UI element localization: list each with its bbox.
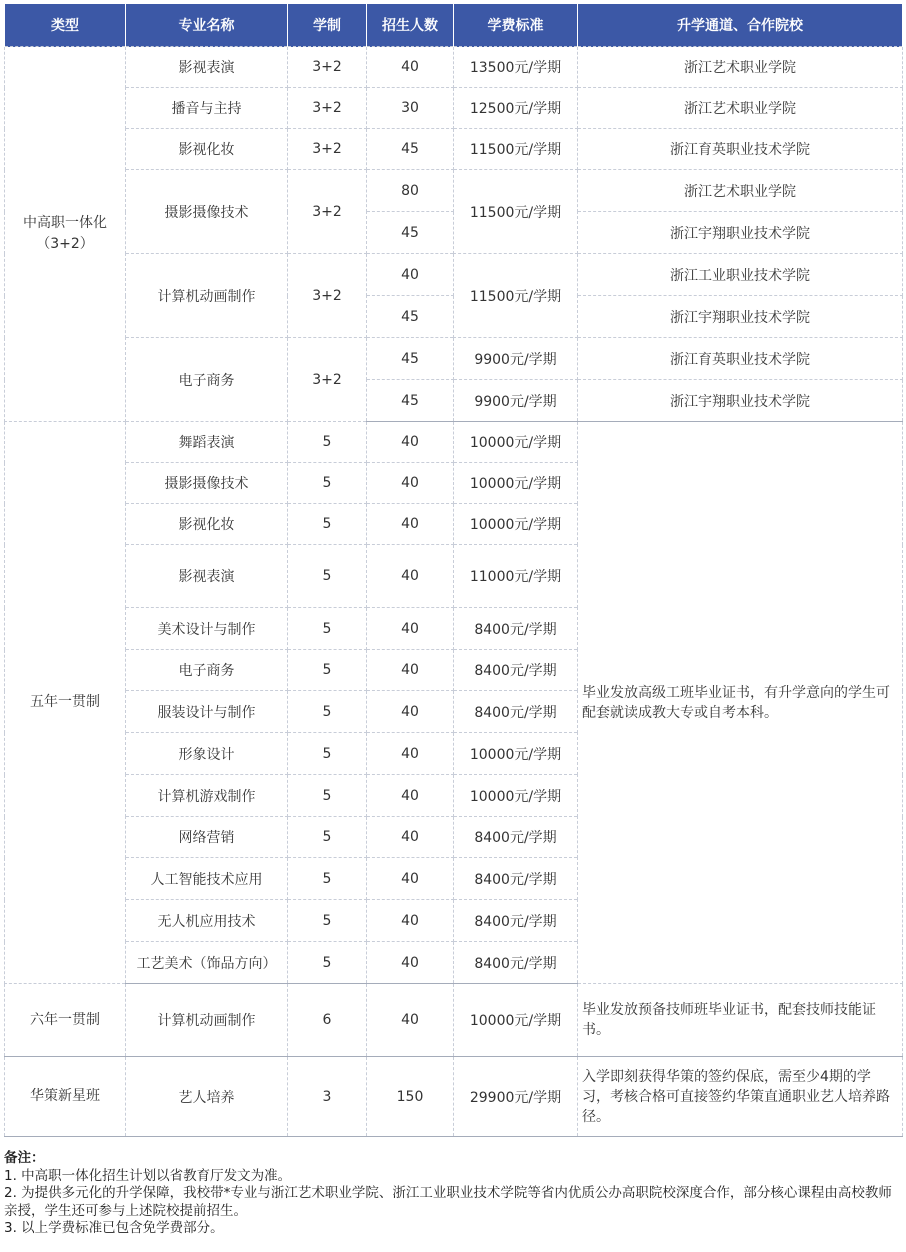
pathway-cell: 毕业发放预备技师班毕业证书，配套技师技能证书。 <box>578 984 903 1057</box>
count-cell: 80 <box>367 170 454 212</box>
fee-cell: 8400元/学期 <box>454 900 578 942</box>
fee-cell: 10000元/学期 <box>454 733 578 775</box>
major-name: 美术设计与制作 <box>126 608 288 650</box>
count-cell: 40 <box>367 817 454 858</box>
major-name: 电子商务 <box>126 338 288 422</box>
fee-cell: 9900元/学期 <box>454 338 578 380</box>
fee-cell: 8400元/学期 <box>454 942 578 984</box>
system-cell: 5 <box>288 504 367 545</box>
count-cell: 40 <box>367 254 454 296</box>
pathway-cell: 入学即刻获得华策的签约保底，需至少4期的学习，考核合格可直接签约华策直通职业艺人培养路径。 <box>578 1057 903 1137</box>
fee-cell: 11500元/学期 <box>454 170 578 254</box>
system-cell: 3+2 <box>288 88 367 129</box>
table-row <box>5 338 903 380</box>
fee-cell: 9900元/学期 <box>454 380 578 422</box>
count-cell: 40 <box>367 504 454 545</box>
table-row <box>5 422 903 463</box>
system-cell: 6 <box>288 984 367 1057</box>
table-row <box>5 170 903 212</box>
note-item: 2. 为提供多元化的升学保障，我校带*专业与浙江艺术职业学院、浙江工业职业技术学院等省内优质公办高职院校深度合作，部分核心课程由高校教师亲授，学生还可参与上述院校提前招生。 <box>4 1185 892 1219</box>
count-cell: 40 <box>367 650 454 691</box>
note-item: 3. 以上学费标准已包含免学费部分。 <box>4 1220 224 1236</box>
count-cell: 45 <box>367 296 454 338</box>
count-cell: 40 <box>367 422 454 463</box>
system-cell: 3+2 <box>288 254 367 338</box>
table-row <box>5 1057 903 1137</box>
table-row <box>5 88 903 129</box>
fee-cell: 11500元/学期 <box>454 254 578 338</box>
count-cell: 40 <box>367 47 454 88</box>
system-cell: 3+2 <box>288 338 367 422</box>
major-name: 电子商务 <box>126 650 288 691</box>
count-cell: 40 <box>367 858 454 900</box>
type-cell: 华策新星班 <box>5 1057 126 1137</box>
major-name: 网络营销 <box>126 817 288 858</box>
major-name: 形象设计 <box>126 733 288 775</box>
system-cell: 5 <box>288 733 367 775</box>
system-cell: 5 <box>288 817 367 858</box>
major-name: 艺人培养 <box>126 1057 288 1137</box>
count-cell: 40 <box>367 608 454 650</box>
fee-cell: 8400元/学期 <box>454 608 578 650</box>
system-cell: 5 <box>288 858 367 900</box>
count-cell: 45 <box>367 212 454 254</box>
fee-cell: 12500元/学期 <box>454 88 578 129</box>
fee-cell: 8400元/学期 <box>454 691 578 733</box>
school-cell: 浙江艺术职业学院 <box>578 170 903 212</box>
table-row <box>5 984 903 1057</box>
table-body <box>5 47 903 1137</box>
fee-cell: 11500元/学期 <box>454 129 578 170</box>
fee-cell: 8400元/学期 <box>454 817 578 858</box>
system-cell: 5 <box>288 942 367 984</box>
table-row <box>5 129 903 170</box>
count-cell: 30 <box>367 88 454 129</box>
header-count: 招生人数 <box>367 4 454 47</box>
major-name: 播音与主持 <box>126 88 288 129</box>
major-name: 影视表演 <box>126 545 288 608</box>
major-name: 摄影摄像技术 <box>126 170 288 254</box>
major-name: 影视化妆 <box>126 504 288 545</box>
system-cell: 5 <box>288 691 367 733</box>
school-cell: 浙江艺术职业学院 <box>578 88 903 129</box>
school-cell: 浙江宇翔职业技术学院 <box>578 212 903 254</box>
major-name: 服装设计与制作 <box>126 691 288 733</box>
table-header <box>5 4 903 47</box>
count-cell: 40 <box>367 984 454 1057</box>
school-cell: 浙江宇翔职业技术学院 <box>578 380 903 422</box>
pathway-cell: 毕业发放高级工班毕业证书，有升学意向的学生可配套就读成教大专或自考本科。 <box>578 422 903 984</box>
fee-cell: 10000元/学期 <box>454 463 578 504</box>
school-cell: 浙江宇翔职业技术学院 <box>578 296 903 338</box>
school-cell: 浙江育英职业技术学院 <box>578 338 903 380</box>
system-cell: 3 <box>288 1057 367 1137</box>
type-cell: 六年一贯制 <box>5 984 126 1057</box>
header-fee: 学费标准 <box>454 4 578 47</box>
fee-cell: 10000元/学期 <box>454 422 578 463</box>
system-cell: 5 <box>288 545 367 608</box>
type-cell: 五年一贯制 <box>5 422 126 984</box>
system-cell: 3+2 <box>288 129 367 170</box>
system-cell: 5 <box>288 422 367 463</box>
major-name: 影视表演 <box>126 47 288 88</box>
fee-cell: 11000元/学期 <box>454 545 578 608</box>
fee-cell: 10000元/学期 <box>454 984 578 1057</box>
system-cell: 3+2 <box>288 47 367 88</box>
major-name: 摄影摄像技术 <box>126 463 288 504</box>
header-pathway: 升学通道、合作院校 <box>578 4 903 47</box>
count-cell: 40 <box>367 775 454 817</box>
table-row <box>5 47 903 88</box>
fee-cell: 13500元/学期 <box>454 47 578 88</box>
count-cell: 40 <box>367 691 454 733</box>
system-cell: 5 <box>288 775 367 817</box>
major-name: 人工智能技术应用 <box>126 858 288 900</box>
major-name: 计算机动画制作 <box>126 254 288 338</box>
header-major: 专业名称 <box>126 4 288 47</box>
system-cell: 5 <box>288 900 367 942</box>
major-name: 无人机应用技术 <box>126 900 288 942</box>
header-type: 类型 <box>5 4 126 47</box>
fee-cell: 10000元/学期 <box>454 775 578 817</box>
notes-title: 备注： <box>4 1150 45 1166</box>
major-name: 计算机动画制作 <box>126 984 288 1057</box>
system-cell: 5 <box>288 650 367 691</box>
count-cell: 45 <box>367 129 454 170</box>
system-cell: 5 <box>288 608 367 650</box>
school-cell: 浙江艺术职业学院 <box>578 47 903 88</box>
notes <box>4 1150 902 1238</box>
count-cell: 150 <box>367 1057 454 1137</box>
fee-cell: 8400元/学期 <box>454 858 578 900</box>
count-cell: 40 <box>367 463 454 504</box>
school-cell: 浙江育英职业技术学院 <box>578 129 903 170</box>
count-cell: 40 <box>367 545 454 608</box>
major-name: 计算机游戏制作 <box>126 775 288 817</box>
note-item: 1. 中高职一体化招生计划以省教育厅发文为准。 <box>4 1167 292 1184</box>
fee-cell: 8400元/学期 <box>454 650 578 691</box>
system-cell: 3+2 <box>288 170 367 254</box>
table-row <box>5 254 903 296</box>
type-cell: 中高职一体化 （3+2） <box>5 47 126 422</box>
enrollment-table <box>4 4 903 1137</box>
school-cell: 浙江工业职业技术学院 <box>578 254 903 296</box>
count-cell: 45 <box>367 338 454 380</box>
count-cell: 40 <box>367 900 454 942</box>
major-name: 舞蹈表演 <box>126 422 288 463</box>
fee-cell: 10000元/学期 <box>454 504 578 545</box>
count-cell: 45 <box>367 380 454 422</box>
count-cell: 40 <box>367 733 454 775</box>
fee-cell: 29900元/学期 <box>454 1057 578 1137</box>
count-cell: 40 <box>367 942 454 984</box>
header-system: 学制 <box>288 4 367 47</box>
system-cell: 5 <box>288 463 367 504</box>
major-name: 影视化妆 <box>126 129 288 170</box>
major-name: 工艺美术（饰品方向） <box>126 942 288 984</box>
